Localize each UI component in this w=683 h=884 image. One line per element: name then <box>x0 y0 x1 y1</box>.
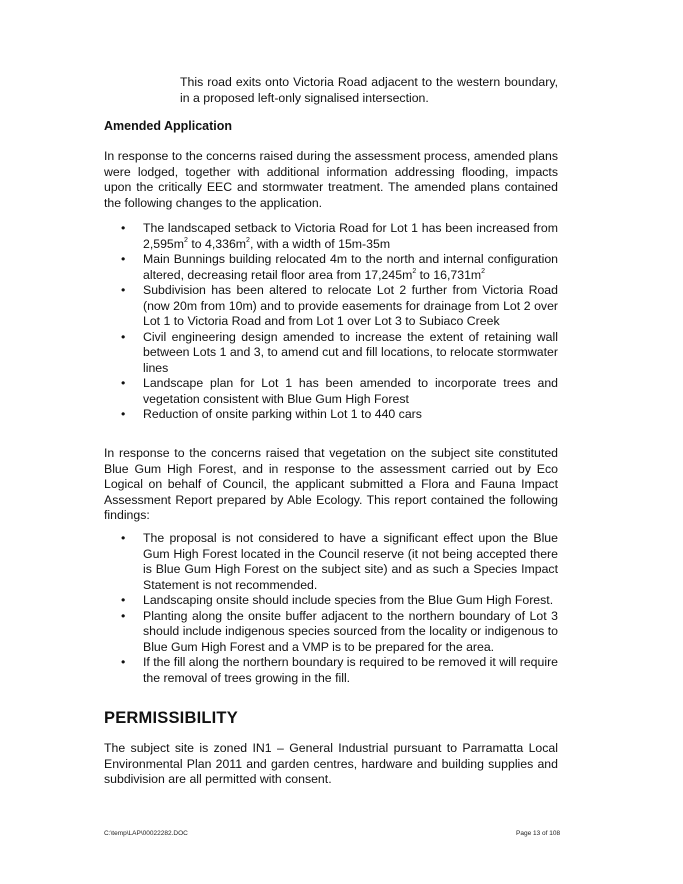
list-item: • The proposal is not considered to have a significant effect upon the Blue Gum High Forest located in the Council reserve (it not being accepted there is Blue Gum High Forest on the subject site) and as such a Species Impact Statement is not recommended. <box>121 531 558 592</box>
permissibility-heading: PERMISSIBILITY <box>104 709 238 727</box>
bullet-icon: • <box>121 252 126 266</box>
list-item: • Subdivision has been altered to relocate Lot 2 further from Victoria Road (now 20m from 10m) and to provide easements for drainage from Lot 2 over Lot 1 to Victoria Road and from Lot 1 over Lot 3 to Subiaco Creek <box>121 283 558 328</box>
bullet-icon: • <box>121 283 126 297</box>
bullet-icon: • <box>121 221 126 235</box>
bullet-icon: • <box>121 407 126 421</box>
amended-application-heading: Amended Application <box>104 119 233 133</box>
footer-page-number: Page 13 of 108 <box>516 830 561 837</box>
bullet-icon: • <box>121 593 126 607</box>
findings-list <box>104 531 558 686</box>
footer-file-path: C:\temp\LAP\00022282.DOC <box>104 830 188 837</box>
bullet-icon: • <box>121 531 126 545</box>
amended-changes-list <box>104 221 558 423</box>
findings-intro-paragraph: In response to the concerns raised that vegetation on the subject site constituted Blue Gum High Forest, and in response to the assessment carried out by Eco Logical on behalf of Council, the applicant submitted a Flora and Fauna Impact Assessment Report prepared by Able Ecology. This report contained the following findings: <box>104 446 558 522</box>
bullet-icon: • <box>121 655 126 669</box>
list-item: • Civil engineering design amended to increase the extent of retaining wall between Lots 1 and 3, to amend cut and fill locations, to relocate stormwater lines <box>121 329 558 375</box>
list-item: • Main Bunnings building relocated 4m to the north and internal configuration altered, decreasing retail floor area from $17,245m^2$ to $16,731m^2$ <box>121 252 558 282</box>
bullet-icon: • <box>121 329 126 344</box>
list-item: • Planting along the onsite buffer adjacent to the northern boundary of Lot 3 should include indigenous species sourced from the locality or indigenous to Blue Gum High Forest and a VMP is to be prepared for the area. <box>121 608 558 654</box>
bullet-icon: • <box>121 376 126 390</box>
list-item: • Landscape plan for Lot 1 has been amended to incorporate trees and vegetation consistent with Blue Gum High Forest <box>121 376 558 406</box>
list-item: • Landscaping onsite should include species from the Blue Gum High Forest. <box>121 593 554 607</box>
list-item: • Reduction of onsite parking within Lot 1 to 440 cars <box>121 407 422 421</box>
bullet-icon: • <box>121 608 126 623</box>
list-item: • The landscaped setback to Victoria Road for Lot 1 has been increased from $2,595m^2$ to $4,336m^2$, with a width of 15m-35m <box>121 221 558 251</box>
amended-intro-paragraph: In response to the concerns raised during the assessment process, amended plans were lodged, together with additional information addressing flooding, impacts upon the critically EEC and stormwater treatment. The amended plans contained the following changes to the application. <box>104 149 558 210</box>
list-item: • If the fill along the northern boundary is required to be removed it will require the removal of trees growing in the fill. <box>121 655 558 685</box>
intro-paragraph: This road exits onto Victoria Road adjacent to the western boundary, in a proposed left-only signalised intersection. <box>180 75 558 105</box>
permissibility-paragraph: The subject site is zoned IN1 – General Industrial pursuant to Parramatta Local Environmental Plan 2011 and garden centres, hardware and building supplies and subdivision are all permitted with consent. <box>104 741 558 786</box>
